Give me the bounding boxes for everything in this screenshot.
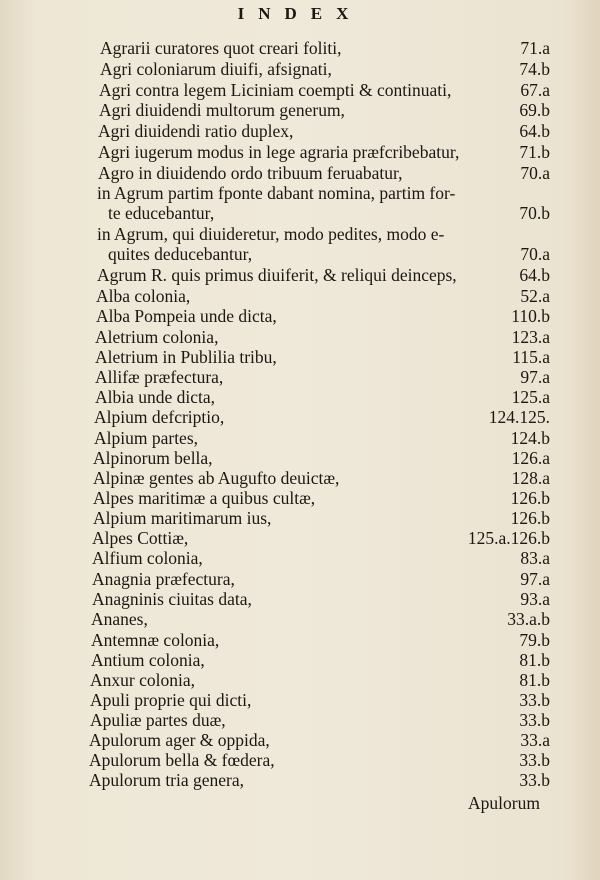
index-entry <box>0 327 600 347</box>
index-entry <box>0 770 600 790</box>
index-entry <box>0 183 600 203</box>
index-entry <box>0 730 600 750</box>
entry-ref: 124.125. <box>488 407 550 427</box>
entry-term: Apuliæ partes duæ, <box>90 710 226 730</box>
entry-ref: 125.a.126.b <box>467 528 550 548</box>
entry-term: Antemnæ colonia, <box>91 630 220 650</box>
entry-term: Agri diuidendi multorum generum, <box>99 100 345 120</box>
entry-ref: 124.b <box>510 428 550 448</box>
entry-ref: 69.b <box>519 100 550 120</box>
entry-term: Antium colonia, <box>91 650 205 670</box>
entry-term: Aletrium colonia, <box>95 327 219 347</box>
entry-term: Agri coloniarum diuifi, afsignati, <box>100 59 332 79</box>
index-entry <box>0 80 600 100</box>
catchword: Apulorum <box>468 793 540 813</box>
index-entry <box>0 609 600 629</box>
index-entry <box>0 710 600 730</box>
index-entry <box>0 750 600 770</box>
index-entry <box>0 468 600 488</box>
index-entry <box>0 387 600 407</box>
entry-term: Agri contra legem Liciniam coempti & continuati, <box>99 80 452 100</box>
entry-term: Anagnia præfectura, <box>92 569 235 589</box>
entry-ref: 33.b <box>519 690 550 710</box>
entry-term: Alpes Cottiæ, <box>92 528 189 548</box>
entry-term: Alfium colonia, <box>92 548 203 568</box>
entry-ref: 33.a <box>520 730 550 750</box>
entry-ref: 115.a <box>512 347 550 367</box>
entry-term: Agri diuidendi ratio duplex, <box>98 121 294 141</box>
entry-term: Apulorum ager & oppida, <box>89 730 270 750</box>
entry-term: Apuli proprie qui dicti, <box>90 690 252 710</box>
entry-term: Alpium defcriptio, <box>94 407 225 427</box>
entry-term: Agrarii curatores quot creari foliti, <box>100 38 342 58</box>
index-entry <box>0 224 600 244</box>
entry-ref: 33.b <box>519 710 550 730</box>
entry-ref: 125.a <box>511 387 550 407</box>
entry-ref: 64.b <box>519 265 550 285</box>
index-entry <box>0 650 600 670</box>
entry-ref: 74.b <box>519 59 550 79</box>
entry-term: Agro in diuidendo ordo tribuum feruabatur, <box>98 163 403 183</box>
entry-term: Alpium partes, <box>94 428 199 448</box>
index-entry <box>0 142 600 162</box>
index-entry <box>0 163 600 183</box>
entry-ref: 67.a <box>520 80 550 100</box>
entry-term: Anxur colonia, <box>90 670 195 690</box>
index-entry <box>0 367 600 387</box>
entry-ref: 71.a <box>520 38 550 58</box>
page-header: INDEX <box>237 4 363 23</box>
index-entry <box>0 121 600 141</box>
index-entry <box>0 203 600 223</box>
index-entry <box>0 59 600 79</box>
index-entry <box>0 428 600 448</box>
entry-term: quites deducebantur, <box>108 244 253 264</box>
entry-term: Alpes maritimæ a quibus cultæ, <box>93 488 316 508</box>
entry-ref: 64.b <box>519 121 550 141</box>
entry-term: Alpinorum bella, <box>93 448 213 468</box>
entry-ref: 110.b <box>511 306 550 326</box>
index-entry <box>0 670 600 690</box>
entry-ref: 70.b <box>519 203 550 223</box>
entry-term: te educebantur, <box>108 203 215 223</box>
entry-ref: 128.a <box>511 468 550 488</box>
entry-ref: 97.a <box>520 367 550 387</box>
entry-term: Albia unde dicta, <box>95 387 216 407</box>
entry-ref: 33.a.b <box>507 609 550 629</box>
entry-ref: 123.a <box>511 327 550 347</box>
entry-term: Alba colonia, <box>96 286 191 306</box>
entry-ref: 126.a <box>511 448 550 468</box>
entry-term: Apulorum tria genera, <box>89 770 245 790</box>
entry-term: Ananes, <box>91 609 148 629</box>
index-entry <box>0 306 600 326</box>
index-entry <box>0 286 600 306</box>
entry-term: Anagninis ciuitas data, <box>92 589 252 609</box>
entry-term: Alpium maritimarum ius, <box>93 508 272 528</box>
index-entry <box>0 569 600 589</box>
index-entry <box>0 265 600 285</box>
entry-term: Alba Pompeia unde dicta, <box>96 306 277 326</box>
entry-term: Agri iugerum modus in lege agraria præfcribebatur, <box>98 142 460 162</box>
index-entry <box>0 38 600 58</box>
index-entry <box>0 548 600 568</box>
index-entry <box>0 508 600 528</box>
entry-ref: 71.b <box>519 142 550 162</box>
index-entry <box>0 589 600 609</box>
entry-term: Agrum R. quis primus diuiferit, & reliqui deinceps, <box>97 265 457 285</box>
index-entry <box>0 630 600 650</box>
entry-term: in Agrum, qui diuideretur, modo pedites, modo e- <box>97 224 445 244</box>
entry-ref: 126.b <box>510 488 550 508</box>
index-entry <box>0 448 600 468</box>
entry-ref: 81.b <box>519 670 550 690</box>
entry-ref: 33.b <box>519 770 550 790</box>
entry-ref: 52.a <box>520 286 550 306</box>
entry-term: Alpinæ gentes ab Augufto deuictæ, <box>93 468 340 488</box>
index-entry <box>0 347 600 367</box>
entry-ref: 70.a <box>520 244 550 264</box>
entry-ref: 83.a <box>520 548 550 568</box>
entry-term: in Agrum partim fponte dabant nomina, partim for- <box>97 183 456 203</box>
entry-ref: 79.b <box>519 630 550 650</box>
index-entry <box>0 407 600 427</box>
entry-term: Aletrium in Publilia tribu, <box>95 347 277 367</box>
entry-ref: 126.b <box>510 508 550 528</box>
entry-ref: 97.a <box>520 569 550 589</box>
entry-ref: 33.b <box>519 750 550 770</box>
entry-ref: 70.a <box>520 163 550 183</box>
entry-term: Apulorum bella & fœdera, <box>89 750 275 770</box>
entry-ref: 93.a <box>520 589 550 609</box>
entry-ref: 81.b <box>519 650 550 670</box>
index-entry <box>0 100 600 120</box>
entry-term: Allifæ præfectura, <box>95 367 224 387</box>
index-entry <box>0 690 600 710</box>
index-entry <box>0 488 600 508</box>
index-entry <box>0 528 600 548</box>
index-entry <box>0 244 600 264</box>
